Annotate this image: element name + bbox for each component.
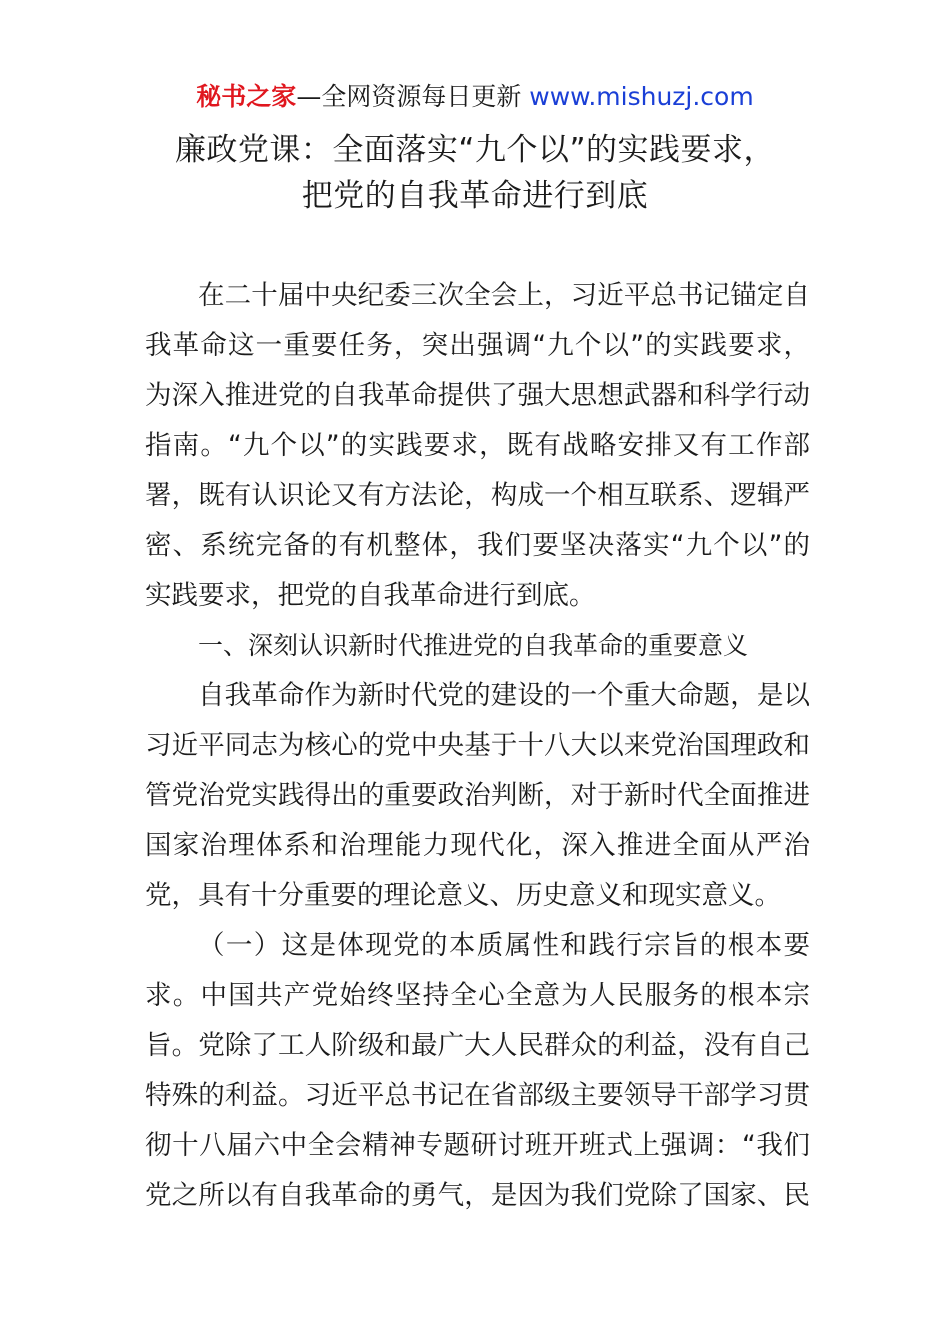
paragraph-point-1 <box>145 921 810 1221</box>
site-header <box>0 82 950 112</box>
text-line: 党之所以有自我革命的勇气，是因为我们党除了国家、民 <box>145 1180 810 1211</box>
text-line: 我革命这一重要任务，突出强调“九个以”的实践要求， <box>145 330 810 361</box>
paragraph-significance <box>145 671 810 921</box>
text-line: 特殊的利益。习近平总书记在省部级主要领导干部学习贯 <box>145 1080 810 1111</box>
text-line: 实践要求，把党的自我革命进行到底。 <box>145 580 596 611</box>
site-url-link[interactable]: www.mishuzj.com <box>529 82 754 111</box>
section-heading-text: 一、深刻认识新时代推进党的自我革命的重要意义 <box>198 631 749 660</box>
text-line: 习近平同志为核心的党中央基于十八大以来党治国理政和 <box>145 730 810 761</box>
text-line: 旨。党除了工人阶级和最广大人民群众的利益，没有自己 <box>145 1030 810 1061</box>
text-line: 党，具有十分重要的理论意义、历史意义和现实意义。 <box>145 880 781 911</box>
text-line: 自我革命作为新时代党的建设的一个重大命题，是以 <box>198 680 810 711</box>
text-line: 在二十届中央纪委三次全会上，习近平总书记锚定自 <box>198 280 810 311</box>
text-line: 求。中国共产党始终坚持全心全意为人民服务的根本宗 <box>145 980 810 1011</box>
document-title-line-2: 把党的自我革命进行到底 <box>301 178 649 214</box>
document-title-line-1: 廉政党课：全面落实“九个以”的实践要求， <box>174 132 776 168</box>
section-heading-1 <box>145 621 810 671</box>
text-line: 国家治理体系和治理能力现代化，深入推进全面从严治 <box>145 830 810 861</box>
text-line: 为深入推进党的自我革命提供了强大思想武器和科学行动 <box>145 380 810 411</box>
text-line: 指南。“九个以”的实践要求，既有战略安排又有工作部 <box>145 430 810 461</box>
text-line: 彻十八届六中全会精神专题研讨班开班式上强调：“我们 <box>145 1130 810 1161</box>
site-tagline: —全网资源每日更新 <box>296 82 522 111</box>
text-line: 管党治党实践得出的重要政治判断，对于新时代全面推进 <box>145 780 810 811</box>
site-brand: 秘书之家 <box>196 82 297 111</box>
text-line: 署，既有认识论又有方法论，构成一个相互联系、逻辑严 <box>145 480 810 511</box>
text-line: （一）这是体现党的本质属性和践行宗旨的根本要 <box>198 930 810 961</box>
text-line: 密、系统完备的有机整体，我们要坚决落实“九个以”的 <box>145 530 810 561</box>
paragraph-intro <box>145 271 810 621</box>
